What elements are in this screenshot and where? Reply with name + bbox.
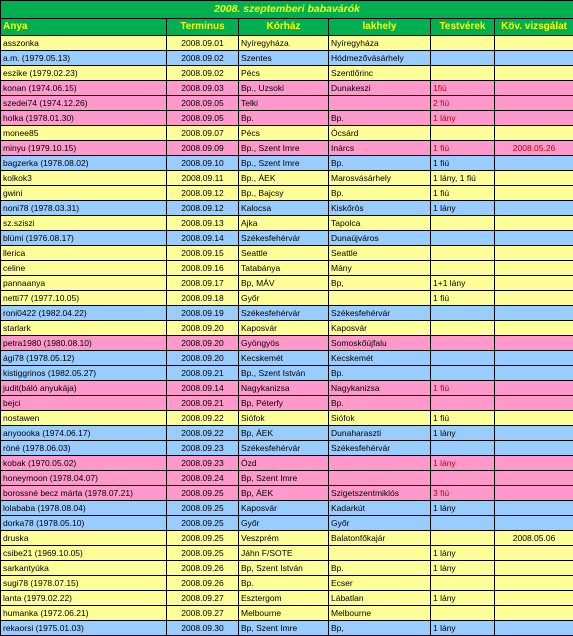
cell-anya: sugi78 (1978.07.15) — [1, 576, 167, 591]
cell-kov-vizsgalat — [495, 111, 573, 126]
cell-korhaz: Telki — [239, 96, 329, 111]
cell-terminus: 2008.09.12 — [167, 201, 239, 216]
cell-testverek — [431, 516, 495, 531]
cell-korhaz: Székesfehérvár — [239, 231, 329, 246]
header-terminus: Terminus — [167, 19, 239, 36]
cell-kov-vizsgalat — [495, 51, 573, 66]
cell-anya: pannaanya — [1, 276, 167, 291]
cell-testverek: 1 fiú — [431, 156, 495, 171]
cell-anya: honeymoon (1978.04.07) — [1, 471, 167, 486]
cell-anya: sarkantyúka — [1, 561, 167, 576]
cell-lakhely: Somoskőújfalu — [329, 336, 431, 351]
cell-kov-vizsgalat — [495, 306, 573, 321]
cell-terminus: 2008.09.05 — [167, 111, 239, 126]
cell-korhaz: Tatabánya — [239, 261, 329, 276]
table-row — [1, 261, 573, 276]
table-row — [1, 561, 573, 576]
cell-kov-vizsgalat — [495, 441, 573, 456]
cell-anya: dorka78 (1978.05.10) — [1, 516, 167, 531]
table-row — [1, 606, 573, 621]
header-lakhely: lakhely — [329, 19, 431, 36]
cell-terminus: 2008.09.25 — [167, 501, 239, 516]
cell-lakhely: Dunakeszi — [329, 81, 431, 96]
cell-terminus: 2008.09.05 — [167, 96, 239, 111]
cell-lakhely: Inárcs — [329, 141, 431, 156]
cell-kov-vizsgalat — [495, 591, 573, 606]
table-row — [1, 66, 573, 81]
cell-testverek — [431, 51, 495, 66]
table-row — [1, 501, 573, 516]
table-row — [1, 456, 573, 471]
cell-anya: eszike (1979.02.23) — [1, 66, 167, 81]
table-row — [1, 381, 573, 396]
table-row — [1, 111, 573, 126]
cell-kov-vizsgalat — [495, 171, 573, 186]
cell-korhaz: Esztergom — [239, 591, 329, 606]
cell-kov-vizsgalat — [495, 336, 573, 351]
cell-korhaz: Győr — [239, 516, 329, 531]
cell-korhaz: Melbourne — [239, 606, 329, 621]
table-row — [1, 171, 573, 186]
cell-anya: a.m. (1979.05.13) — [1, 51, 167, 66]
cell-lakhely: Bp. — [329, 156, 431, 171]
cell-lakhely: Melbourne — [329, 606, 431, 621]
cell-terminus: 2008.09.20 — [167, 351, 239, 366]
cell-testverek — [431, 576, 495, 591]
cell-anya: rekaorsi (1975.01.03) — [1, 621, 167, 636]
cell-terminus: 2008.09.25 — [167, 486, 239, 501]
cell-korhaz: Székesfehérvár — [239, 441, 329, 456]
cell-kov-vizsgalat — [495, 411, 573, 426]
cell-anya: nostawen — [1, 411, 167, 426]
cell-kov-vizsgalat — [495, 216, 573, 231]
cell-testverek — [431, 396, 495, 411]
cell-lakhely: Dunaújváros — [329, 231, 431, 246]
cell-anya: netti77 (1977.10.05) — [1, 291, 167, 306]
cell-testverek: 1 lány, 1 fiú — [431, 171, 495, 186]
table-row — [1, 186, 573, 201]
cell-terminus: 2008.09.07 — [167, 126, 239, 141]
cell-kov-vizsgalat — [495, 126, 573, 141]
cell-anya: petra1980 (1980.08.10) — [1, 336, 167, 351]
cell-kov-vizsgalat — [495, 396, 573, 411]
cell-testverek — [431, 216, 495, 231]
cell-lakhely — [329, 291, 431, 306]
cell-testverek: 1 lány — [431, 456, 495, 471]
cell-anya: kolkok3 — [1, 171, 167, 186]
cell-terminus: 2008.09.25 — [167, 546, 239, 561]
cell-lakhely: Mány — [329, 261, 431, 276]
cell-lakhely: Székesfehérvár — [329, 441, 431, 456]
cell-testverek: 1fiú — [431, 81, 495, 96]
cell-terminus: 2008.09.11 — [167, 171, 239, 186]
cell-terminus: 2008.09.09 — [167, 141, 239, 156]
table-row — [1, 546, 573, 561]
cell-testverek — [431, 261, 495, 276]
cell-testverek — [431, 531, 495, 546]
cell-kov-vizsgalat: 2008.05.26 — [495, 141, 573, 156]
cell-lakhely: Kecskemét — [329, 351, 431, 366]
header-row — [1, 19, 573, 36]
header-kov-vizsgalat: Köv. vizsgálat — [495, 19, 573, 36]
cell-testverek: 1+1 lány — [431, 276, 495, 291]
cell-kov-vizsgalat — [495, 366, 573, 381]
cell-lakhely: Bp, — [329, 276, 431, 291]
cell-kov-vizsgalat — [495, 66, 573, 81]
cell-lakhely — [329, 456, 431, 471]
cell-korhaz: Bp., Uzsoki — [239, 81, 329, 96]
cell-korhaz: Pécs — [239, 126, 329, 141]
cell-anya: blümi (1976.08.17) — [1, 231, 167, 246]
table-row — [1, 426, 573, 441]
cell-anya: konan (1974.06.15) — [1, 81, 167, 96]
table-row — [1, 156, 573, 171]
cell-testverek — [431, 66, 495, 81]
table-row — [1, 96, 573, 111]
cell-lakhely: Nagykanizsa — [329, 381, 431, 396]
cell-lakhely: Tapolca — [329, 216, 431, 231]
cell-terminus: 2008.09.26 — [167, 576, 239, 591]
cell-anya: druska — [1, 531, 167, 546]
cell-lakhely: Győr — [329, 516, 431, 531]
cell-terminus: 2008.09.02 — [167, 66, 239, 81]
cell-terminus: 2008.09.14 — [167, 231, 239, 246]
cell-terminus: 2008.09.13 — [167, 216, 239, 231]
cell-testverek — [431, 351, 495, 366]
cell-lakhely: Kadarkút — [329, 501, 431, 516]
table-row — [1, 231, 573, 246]
cell-anya: kistiggrinos (1982.05.27) — [1, 366, 167, 381]
cell-terminus: 2008.09.22 — [167, 411, 239, 426]
cell-anya: röné (1978.06.03) — [1, 441, 167, 456]
cell-anya: judit(báló anyukája) — [1, 381, 167, 396]
cell-lakhely: Kiskőrös — [329, 201, 431, 216]
table-row — [1, 306, 573, 321]
table-row — [1, 516, 573, 531]
cell-lakhely: Nyíregyháza — [329, 36, 431, 51]
table-row — [1, 621, 573, 636]
table-row — [1, 366, 573, 381]
cell-anya: humanka (1972.06.21) — [1, 606, 167, 621]
cell-lakhely: Bp, — [329, 621, 431, 636]
cell-testverek: 2 fiú — [431, 96, 495, 111]
cell-lakhely: Bp. — [329, 366, 431, 381]
cell-korhaz: Bp., ÁEK — [239, 171, 329, 186]
cell-korhaz: Pécs — [239, 66, 329, 81]
cell-korhaz: Bp, MÁV — [239, 276, 329, 291]
cell-kov-vizsgalat — [495, 351, 573, 366]
table-title: 2008. szeptemberi babavárók — [1, 1, 573, 19]
cell-lakhely: Seattle — [329, 246, 431, 261]
cell-korhaz: Nyíregyháza — [239, 36, 329, 51]
cell-lakhely — [329, 471, 431, 486]
cell-anya: monee85 — [1, 126, 167, 141]
cell-lakhely — [329, 96, 431, 111]
cell-anya: noni78 (1978.03.31) — [1, 201, 167, 216]
table-row — [1, 591, 573, 606]
cell-korhaz: Bp, Péterfy — [239, 396, 329, 411]
cell-lakhely — [329, 546, 431, 561]
cell-anya: lanta (1979.02.22) — [1, 591, 167, 606]
cell-testverek: 1 fiú — [431, 411, 495, 426]
cell-testverek — [431, 366, 495, 381]
cell-testverek: 1 lány — [431, 546, 495, 561]
cell-anya: roni0422 (1982.04.22) — [1, 306, 167, 321]
cell-terminus: 2008.09.14 — [167, 381, 239, 396]
cell-terminus: 2008.09.30 — [167, 621, 239, 636]
cell-lakhely: Balatonfőkajár — [329, 531, 431, 546]
cell-anya: sz.sziszi — [1, 216, 167, 231]
cell-anya: szedei74 (1974.12.26) — [1, 96, 167, 111]
cell-terminus: 2008.09.21 — [167, 366, 239, 381]
cell-kov-vizsgalat — [495, 81, 573, 96]
cell-terminus: 2008.09.16 — [167, 261, 239, 276]
cell-korhaz: Kalocsa — [239, 201, 329, 216]
table-row — [1, 246, 573, 261]
cell-testverek — [431, 441, 495, 456]
cell-korhaz: Bp, ÁEK — [239, 426, 329, 441]
cell-terminus: 2008.09.01 — [167, 36, 239, 51]
cell-korhaz: Nagykanizsa — [239, 381, 329, 396]
cell-korhaz: Siófok — [239, 411, 329, 426]
cell-lakhely: Bp. — [329, 186, 431, 201]
cell-testverek — [431, 36, 495, 51]
cell-anya: minyu (1979.10.15) — [1, 141, 167, 156]
table-row — [1, 276, 573, 291]
cell-kov-vizsgalat — [495, 231, 573, 246]
cell-testverek — [431, 126, 495, 141]
table-row — [1, 291, 573, 306]
table-row — [1, 351, 573, 366]
header-testverek: Testvérek — [431, 19, 495, 36]
cell-korhaz: Veszprém — [239, 531, 329, 546]
table-row — [1, 36, 573, 51]
cell-lakhely: Siófok — [329, 411, 431, 426]
cell-lakhely: Székesfehérvár — [329, 306, 431, 321]
cell-korhaz: Bp., Bajcsy — [239, 186, 329, 201]
cell-anya: llerica — [1, 246, 167, 261]
cell-korhaz: Bp, Szent Imre — [239, 621, 329, 636]
cell-anya: borossné becz márta (1978.07.21) — [1, 486, 167, 501]
cell-terminus: 2008.09.22 — [167, 426, 239, 441]
table-row — [1, 441, 573, 456]
cell-kov-vizsgalat — [495, 501, 573, 516]
cell-terminus: 2008.09.27 — [167, 591, 239, 606]
cell-anya: kobak (1970.05.02) — [1, 456, 167, 471]
cell-terminus: 2008.09.23 — [167, 456, 239, 471]
cell-kov-vizsgalat: 2008.05.06 — [495, 531, 573, 546]
cell-kov-vizsgalat — [495, 561, 573, 576]
cell-terminus: 2008.09.12 — [167, 186, 239, 201]
cell-terminus: 2008.09.24 — [167, 471, 239, 486]
cell-testverek: 1 fiú — [431, 141, 495, 156]
cell-korhaz: Bp, ÁEK — [239, 486, 329, 501]
cell-korhaz: Bp. — [239, 111, 329, 126]
cell-korhaz: Szentes — [239, 51, 329, 66]
cell-kov-vizsgalat — [495, 486, 573, 501]
cell-anya: anyoooka (1974.06.17) — [1, 426, 167, 441]
cell-kov-vizsgalat — [495, 96, 573, 111]
cell-testverek: 1 lány — [431, 591, 495, 606]
cell-kov-vizsgalat — [495, 156, 573, 171]
cell-testverek — [431, 321, 495, 336]
cell-kov-vizsgalat — [495, 516, 573, 531]
cell-testverek: 3 fiú — [431, 486, 495, 501]
cell-korhaz: Bp, Szent István — [239, 561, 329, 576]
cell-testverek: 1 lány — [431, 201, 495, 216]
cell-anya: asszonka — [1, 36, 167, 51]
table-row — [1, 336, 573, 351]
cell-kov-vizsgalat — [495, 321, 573, 336]
cell-testverek — [431, 306, 495, 321]
cell-kov-vizsgalat — [495, 246, 573, 261]
cell-testverek — [431, 471, 495, 486]
cell-kov-vizsgalat — [495, 261, 573, 276]
table-row — [1, 531, 573, 546]
cell-terminus: 2008.09.02 — [167, 51, 239, 66]
cell-testverek: 1 lány — [431, 426, 495, 441]
cell-lakhely: Szentlőrinc — [329, 66, 431, 81]
cell-lakhely: Kaposvár — [329, 321, 431, 336]
cell-kov-vizsgalat — [495, 276, 573, 291]
table-row — [1, 216, 573, 231]
cell-lakhely: Hódmezővásárhely — [329, 51, 431, 66]
title-row — [1, 1, 573, 19]
cell-kov-vizsgalat — [495, 621, 573, 636]
header-anya: Anya — [1, 19, 167, 36]
cell-kov-vizsgalat — [495, 291, 573, 306]
cell-lakhely: Bp. — [329, 111, 431, 126]
table-row — [1, 81, 573, 96]
cell-korhaz: Ózd — [239, 456, 329, 471]
cell-lakhely: Dunaharaszti — [329, 426, 431, 441]
cell-testverek — [431, 336, 495, 351]
cell-kov-vizsgalat — [495, 456, 573, 471]
cell-lakhely: Ecser — [329, 576, 431, 591]
table-row — [1, 201, 573, 216]
table-row — [1, 486, 573, 501]
cell-testverek — [431, 231, 495, 246]
cell-kov-vizsgalat — [495, 546, 573, 561]
cell-testverek: 1 fiú — [431, 186, 495, 201]
cell-terminus: 2008.09.10 — [167, 156, 239, 171]
cell-kov-vizsgalat — [495, 576, 573, 591]
cell-terminus: 2008.09.15 — [167, 246, 239, 261]
cell-testverek: 1 lány — [431, 561, 495, 576]
table-row — [1, 51, 573, 66]
table-row — [1, 411, 573, 426]
table-row — [1, 321, 573, 336]
cell-anya: csibe21 (1969.10.05) — [1, 546, 167, 561]
cell-kov-vizsgalat — [495, 606, 573, 621]
cell-terminus: 2008.09.18 — [167, 291, 239, 306]
cell-terminus: 2008.09.26 — [167, 561, 239, 576]
cell-anya: starlark — [1, 321, 167, 336]
table-row — [1, 396, 573, 411]
cell-korhaz: Kecskemét — [239, 351, 329, 366]
table-row — [1, 141, 573, 156]
cell-korhaz: Gyöngyös — [239, 336, 329, 351]
cell-testverek: 1 fiú — [431, 291, 495, 306]
cell-korhaz: Bp., Szent Imre — [239, 156, 329, 171]
cell-terminus: 2008.09.19 — [167, 306, 239, 321]
header-korhaz: Kórház — [239, 19, 329, 36]
cell-korhaz: Bp., Szent István — [239, 366, 329, 381]
cell-korhaz: Kaposvár — [239, 501, 329, 516]
cell-terminus: 2008.09.17 — [167, 276, 239, 291]
table-row — [1, 576, 573, 591]
cell-lakhely: Ócsárd — [329, 126, 431, 141]
cell-terminus: 2008.09.23 — [167, 441, 239, 456]
cell-anya: bagzerka (1978.08.02) — [1, 156, 167, 171]
cell-lakhely: Bp. — [329, 396, 431, 411]
cell-kov-vizsgalat — [495, 36, 573, 51]
cell-kov-vizsgalat — [495, 186, 573, 201]
cell-lakhely: Bp. — [329, 561, 431, 576]
cell-terminus: 2008.09.20 — [167, 321, 239, 336]
cell-lakhely: Marosvásárhely — [329, 171, 431, 186]
cell-korhaz: Kaposvár — [239, 321, 329, 336]
cell-terminus: 2008.09.20 — [167, 336, 239, 351]
cell-korhaz: Bp., Szent Imre — [239, 141, 329, 156]
cell-korhaz: Bp. — [239, 576, 329, 591]
cell-anya: lolababa (1978.08.04) — [1, 501, 167, 516]
cell-terminus: 2008.09.27 — [167, 606, 239, 621]
cell-testverek: 1 lány — [431, 501, 495, 516]
cell-kov-vizsgalat — [495, 471, 573, 486]
cell-terminus: 2008.09.03 — [167, 81, 239, 96]
cell-terminus: 2008.09.25 — [167, 531, 239, 546]
cell-lakhely: Lábatlan — [329, 591, 431, 606]
cell-testverek — [431, 606, 495, 621]
cell-terminus: 2008.09.25 — [167, 516, 239, 531]
cell-anya: celine — [1, 261, 167, 276]
cell-anya: gwini — [1, 186, 167, 201]
cell-korhaz: Ajka — [239, 216, 329, 231]
cell-testverek: 1 lány — [431, 621, 495, 636]
cell-korhaz: Jáhn F/SOTE — [239, 546, 329, 561]
cell-testverek: 1 lány — [431, 111, 495, 126]
cell-anya: bejci — [1, 396, 167, 411]
cell-testverek — [431, 246, 495, 261]
cell-anya: holka (1978.01.30) — [1, 111, 167, 126]
cell-korhaz: Seattle — [239, 246, 329, 261]
cell-korhaz: Székesfehérvár — [239, 306, 329, 321]
cell-terminus: 2008.09.21 — [167, 396, 239, 411]
table-row — [1, 471, 573, 486]
cell-lakhely: Szigetszentmiklós — [329, 486, 431, 501]
cell-kov-vizsgalat — [495, 381, 573, 396]
table-row — [1, 126, 573, 141]
cell-korhaz: Bp, Szent Imre — [239, 471, 329, 486]
cell-testverek: 1 fiú — [431, 381, 495, 396]
cell-korhaz: Győr — [239, 291, 329, 306]
cell-kov-vizsgalat — [495, 201, 573, 216]
cell-anya: ági78 (1978.05.12) — [1, 351, 167, 366]
cell-kov-vizsgalat — [495, 426, 573, 441]
